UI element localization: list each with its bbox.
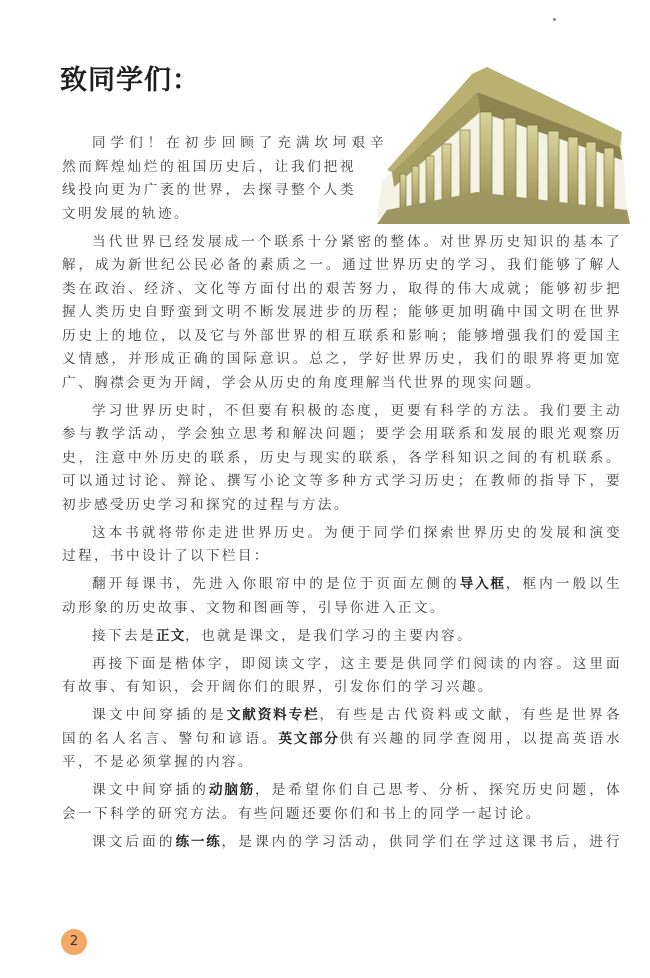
- text-span: 课文后面的: [92, 833, 176, 850]
- page-number-badge: 2: [61, 929, 87, 955]
- text-span: 初步感受历史学习和探究的过程与方法。: [62, 496, 350, 513]
- page-title: 致同学们：: [60, 65, 200, 96]
- text-span: 然而辉煌灿烂的祖国历史后，让我们把视: [62, 158, 356, 175]
- text-line: [62, 348, 622, 372]
- text-span: 文明发展的轨迹。: [62, 205, 190, 222]
- paragraph: [62, 831, 622, 855]
- text-span: 当代世界已经发展成一个联系十分紧密的整体。对世界历史知识的基本了: [92, 233, 622, 250]
- text-span: 这本书就将带你走进世界历史。为便于同学们探索世界历史的发展和演变: [92, 524, 622, 541]
- text-line: [62, 625, 622, 649]
- text-span: 同学们！在初步回顾了充满坎坷艰辛: [92, 135, 386, 151]
- text-span: ，是希望你们自己思考、分析、探究历史问题，体: [254, 782, 622, 798]
- text-span: 握人类历史自野蛮到文明不断发展进步的历程；能够更加明确中国文明在世界: [62, 304, 622, 320]
- text-line: [62, 400, 622, 424]
- text-span: 史，注意中外历史的联系，历史与现实的联系，各学科知识之间的有机联系。: [62, 449, 622, 466]
- paragraph: [62, 573, 622, 620]
- text-line: [62, 779, 622, 803]
- text-span: ，是课内的学习活动，供同学们在学过这课书后，进行: [221, 833, 623, 850]
- paragraph: [62, 653, 622, 700]
- text-span: 解，成为新世纪公民必备的素质之一。通过世界历史的学习，我们能够了解人: [62, 257, 622, 273]
- text-span: ，有些是古代资料或文献，有些是世界各: [319, 707, 623, 723]
- text-span: 再接下面是楷体字，即阅读文字，这主要是供同学们阅读的内容。这里面: [92, 655, 622, 672]
- text-span: 课文中间穿插的: [92, 782, 210, 798]
- text-span: 广、胸襟会更为开阔，学会从历史的角度理解当代世界的现实问题。: [62, 374, 542, 391]
- text-line: [62, 704, 622, 728]
- bold-term: 文献资料专栏: [226, 707, 320, 723]
- paragraph: [62, 704, 622, 775]
- text-span: 学习世界历史时，不但要有积极的态度，更要有科学的方法。我们要主动: [92, 402, 622, 419]
- text-line: [62, 278, 622, 302]
- text-line: [62, 156, 356, 180]
- text-span: 过程，书中设计了以下栏目：: [62, 548, 270, 564]
- text-line: [62, 494, 622, 518]
- text-span: 平，不是必须掌握的内容。: [62, 754, 254, 770]
- text-line: [62, 653, 622, 677]
- paragraph: [62, 625, 622, 649]
- paragraph: [62, 231, 622, 396]
- text-span: 类在政治、经济、文化等方面付出的艰苦努力，取得的伟大成就；能够初步把: [62, 280, 622, 297]
- text-span: 供有兴趣的同学查阅用，以提高英语水: [339, 730, 623, 747]
- text-span: 会一下科学的研究方法。有些问题还要你们和书上的同学一起讨论。: [62, 805, 542, 822]
- paragraph: [62, 132, 622, 226]
- text-span: 翻开每课书，先进入你眼帘中的是位于页面左侧的: [92, 576, 460, 592]
- text-span: 国的名人名言、警句和谚语。: [62, 730, 279, 747]
- text-line: [62, 254, 622, 278]
- scan-speck: [553, 18, 556, 21]
- paragraph: [62, 400, 622, 518]
- text-line: [62, 447, 622, 471]
- bold-term: 正文: [155, 627, 186, 644]
- letter-body: [62, 132, 622, 859]
- text-line: [62, 573, 622, 597]
- text-span: ，框内一般以生: [505, 576, 622, 592]
- bold-term: 动脑筋: [209, 782, 255, 798]
- text-line: [62, 132, 386, 156]
- text-line: [62, 470, 622, 494]
- text-line: [62, 179, 356, 203]
- text-line: [62, 831, 622, 855]
- text-span: 历史上的地位，以及它与外部世界的相互联系和影响；能够增强我们的爱国主: [62, 327, 622, 344]
- bold-term: 英文部分: [278, 730, 340, 747]
- text-span: 义情感，并形成正确的国际意识。总之，学好世界历史，我们的眼界将更加宽: [62, 351, 622, 367]
- text-span: 可以通过讨论、辩论、撰写小论文等多种方式学习历史；在教师的指导下，要: [62, 473, 622, 489]
- text-line: [62, 676, 622, 700]
- text-line: [62, 372, 622, 396]
- text-line: [62, 203, 356, 227]
- text-line: [62, 728, 622, 752]
- text-span: 动形象的历史故事、文物和图画等，引导你进入正文。: [62, 599, 446, 616]
- text-span: 参与教学活动，学会独立思考和解决问题；要学会用联系和发展的眼光观察历: [62, 426, 622, 442]
- paragraph: [62, 522, 622, 569]
- text-line: [62, 231, 622, 255]
- text-line: [62, 597, 622, 621]
- text-span: ，也就是课文，是我们学习的主要内容。: [185, 627, 474, 644]
- paragraph: [62, 779, 622, 826]
- text-line: [62, 522, 622, 546]
- text-line: [62, 423, 622, 447]
- text-span: 课文中间穿插的是: [92, 707, 227, 723]
- text-span: 接下去是: [92, 627, 156, 644]
- bold-term: 导入框: [459, 576, 506, 592]
- text-line: [62, 301, 622, 325]
- text-line: [62, 803, 622, 827]
- bold-term: 练一练: [175, 833, 222, 850]
- text-line: [62, 545, 622, 569]
- text-line: [62, 325, 622, 349]
- text-span: 线投向更为广袤的世界，去探寻整个人类: [62, 182, 356, 198]
- text-span: 有故事、有知识，会开阔你们的眼界，引发你们的学习兴趣。: [62, 679, 494, 695]
- text-line: [62, 751, 622, 775]
